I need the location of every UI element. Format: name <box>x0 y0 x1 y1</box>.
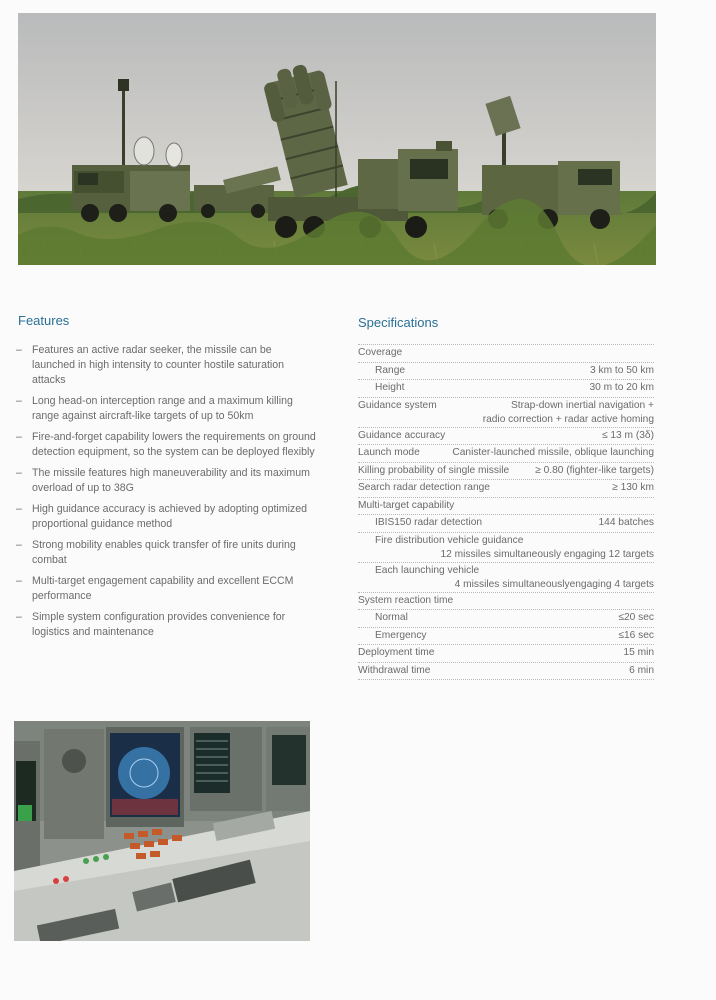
spec-label: Normal <box>375 612 408 623</box>
spec-value: 3 km to 50 km <box>590 364 654 376</box>
feature-text: Features an active radar seeker, the missile can be launched in high intensity to counter hostile saturation attacks <box>32 344 285 387</box>
dash-bullet: – <box>16 466 22 479</box>
spec-row-height <box>358 380 654 398</box>
spec-row-launch-mode <box>358 445 654 463</box>
dash-bullet: – <box>16 538 22 551</box>
spec-value: ≤20 sec <box>618 612 654 623</box>
spec-label: Height <box>375 382 405 393</box>
dash-bullet: – <box>16 610 22 623</box>
missile-system-vehicles-photo <box>18 13 656 265</box>
dash-bullet: – <box>16 502 22 515</box>
feature-item <box>16 502 316 532</box>
spec-row-ibis150 <box>358 515 654 533</box>
feature-text: Multi-target engagement capability and excellent ECCM performance <box>32 574 294 602</box>
spec-value: 144 batches <box>598 517 654 528</box>
spec-row-normal <box>358 610 654 628</box>
feature-text: Simple system configuration provides convenience for logistics and maintenance <box>32 610 286 638</box>
spec-row-deployment <box>358 645 654 663</box>
feature-item <box>16 466 316 496</box>
spec-row-withdrawal <box>358 663 654 681</box>
specifications-heading: Specifications <box>358 315 439 330</box>
control-console-photo <box>14 721 310 941</box>
spec-label: Launch mode <box>358 447 420 458</box>
feature-item <box>16 574 316 604</box>
dash-bullet: – <box>16 344 22 356</box>
feature-text: The missile features high maneuverability and its maximum overload of up to 38G <box>32 466 310 495</box>
spec-label: Range <box>375 364 406 376</box>
dash-bullet: – <box>16 395 22 408</box>
features-list <box>16 343 316 645</box>
feature-text: Fire-and-forget capability lowers the requirements on ground detection equipment, so the system can be deployed flexibly <box>32 431 316 459</box>
spec-row-each-launching-vehicle <box>358 563 654 593</box>
feature-text: Strong mobility enables quick transfer of fire units during combat <box>32 538 296 566</box>
spec-row-fire-distribution <box>358 533 654 563</box>
spec-row-emergency <box>358 628 654 646</box>
spec-row-range <box>358 363 654 381</box>
spec-label: Emergency <box>375 629 427 641</box>
spec-row-system-reaction <box>358 593 654 611</box>
spec-label: Guidance accuracy <box>358 429 446 441</box>
spec-value-continued: radio correction + radar active homing <box>482 413 654 425</box>
feature-item <box>16 430 316 460</box>
feature-text: High guidance accuracy is achieved by adopting optimized proportional guidance method <box>32 502 308 531</box>
feature-item <box>16 538 316 568</box>
spec-row-guidance-accuracy <box>358 428 654 446</box>
spec-label: Deployment time <box>358 647 435 658</box>
spec-label: IBIS150 radar detection <box>375 517 483 528</box>
spec-row-search-radar <box>358 480 654 498</box>
spec-value: 4 missiles simultaneouslyengaging 4 targets <box>454 578 654 590</box>
spec-row-killing-probability <box>358 463 654 481</box>
spec-label: Coverage <box>358 347 403 358</box>
spec-row-multi-target <box>358 498 654 516</box>
feature-item <box>16 343 316 389</box>
spec-label: Multi-target capability <box>358 499 455 511</box>
spec-value: Strap-down inertial navigation + <box>511 399 654 411</box>
spec-label: Guidance system <box>358 399 437 411</box>
feature-item <box>16 610 316 640</box>
spec-value: ≥ 0.80 (fighter-like targets) <box>535 464 654 476</box>
features-heading: Features <box>18 313 70 328</box>
feature-item <box>16 394 316 424</box>
spec-row-guidance-system <box>358 398 654 428</box>
spec-label: Each launching vehicle <box>375 564 480 576</box>
spec-value: Canister-launched missile, oblique launching <box>452 447 654 458</box>
specifications-table <box>358 344 654 680</box>
feature-text: Long head-on interception range and a maximum killing range against aircraft-like targets of up to 50km <box>32 395 293 423</box>
spec-label: Fire distribution vehicle guidance <box>375 534 524 546</box>
spec-label: Killing probability of single missile <box>358 464 510 476</box>
spec-label: Withdrawal time <box>358 664 431 676</box>
dash-bullet: – <box>16 574 22 587</box>
dash-bullet: – <box>16 431 22 444</box>
spec-value: ≥ 130 km <box>612 482 654 493</box>
spec-value: ≤16 sec <box>618 629 654 641</box>
spec-row-coverage <box>358 345 654 363</box>
spec-label: System reaction time <box>358 594 454 606</box>
spec-value: 30 m to 20 km <box>589 382 654 393</box>
spec-value: 6 min <box>629 664 654 676</box>
spec-label: Search radar detection range <box>358 482 490 493</box>
spec-value: 12 missiles simultaneously engaging 12 targets <box>440 548 654 560</box>
spec-value: ≤ 13 m (3δ) <box>601 429 654 441</box>
spec-value: 15 min <box>623 647 654 658</box>
